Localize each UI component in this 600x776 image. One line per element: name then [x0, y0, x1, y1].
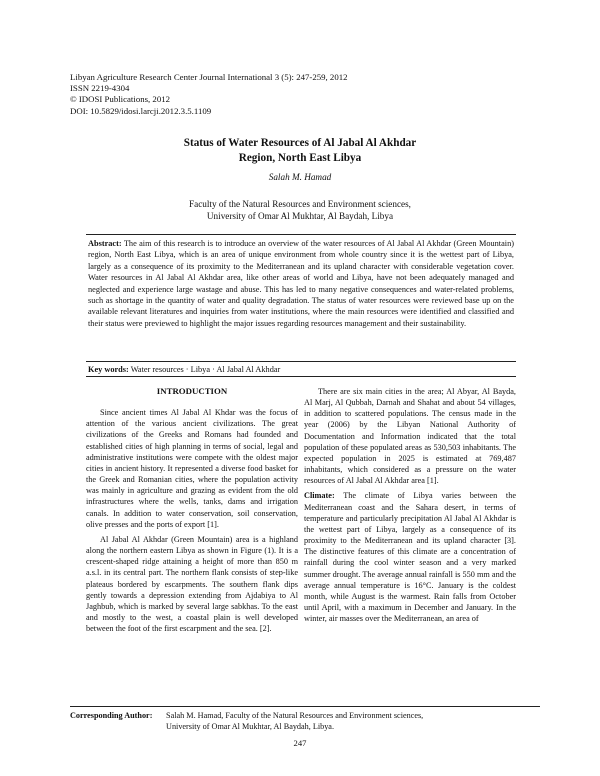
keywords-bottom-rule — [86, 376, 516, 377]
journal-issn: ISSN 2219-4304 — [70, 83, 130, 94]
article-title — [60, 136, 540, 166]
footer-rule — [70, 706, 540, 707]
journal-citation: Libyan Agriculture Research Center Journal International 3 (5): 247-259, 2012 — [70, 72, 348, 82]
corresponding-author-label: Corresponding Author: — [70, 711, 153, 720]
affiliation-line-2: University of Omar Al Mukhtar, Al Baydah, Libya — [206, 211, 394, 221]
section-heading-introduction: INTRODUCTION — [156, 386, 228, 396]
abstract-label: Abstract: — [88, 239, 122, 248]
article-affiliation — [60, 198, 540, 222]
abstract-top-rule — [86, 234, 516, 235]
paragraph: There are six main cities in the area; Al Abyar, Al Bayda, Al Marj, Al Qubbah, Darnah and Shahat and about 54 villages, in addition to scattered populations. The census made in the year (2006) by the Libyan National Authority of Documentation and Information indicated that the total population of these populated areas as 530,503 inhabitants. The expected population in 2025 is estimated at 769,487 inhabitants, which considered as a pressure on the water resources of Al Jabal Al Akhdar area [1]. — [304, 387, 516, 486]
paragraph: Since ancient times Al Jabal Al Khdar was the focus of attention of the various ancient civilizations. The great civilizations of the Greeks and Romans had founded and established cities of high planning in terms of social, legal and administrative institutions were compete with the oldest major cities in ancient history. It represented a diverse food basket for the Greek and Romanian cities, where the population activity was mainly in agriculture and grazing as evident from the old infrastructures where the wells, tanks, dams and irrigation canals. In addition to water conservation, soil conservation, olive presses and the ports of export [1]. — [86, 408, 298, 529]
keywords-label: Key words: — [88, 365, 129, 374]
affiliation-line-1: Faculty of the Natural Resources and Environment sciences, — [189, 199, 411, 209]
right-column — [304, 386, 516, 624]
keywords — [88, 364, 514, 375]
abstract-text: The aim of this research is to introduce an overview of the water resources of Al Jabal Al Akhdar (Green Mountain) region, North East Libya, which is an area of unique environment from whole country since it is the wettest part of Libya, largely as a consequence of its proximity to the Mediterranean and its upland character with considerable vegetation cover. Water resources in Al Jabal Al Akhdar area, like other areas of world and Libya, have not been adequately managed and neglected and experience large wastage and abuse. This has led to many negative consequences and water-related problems, such as shortage in the quantity of water and quality degradation. The status of water resources were reviewed base up on the available relevant literatures and inquiries from water institutions, where the main resources were identified and classified and their status were previewed to highlight the major issues regarding resources management and their sustainability. — [88, 239, 514, 328]
article-title-line-2: Region, North East Libya — [238, 152, 362, 164]
climate-label: Climate: — [304, 491, 335, 501]
paragraph: Al Jabal Al Akhdar (Green Mountain) area is a highland along the northern eastern Libya as shown in Figure (1). It is a crescent-shaped ridge attaining a height of more than 850 m a.s.l. in its central part. The northern flank consists of step-like plateaus bordered by escarpments. The southern flank dips gently towards a depression extending from Ajdabiya to Al Jaghbub, which is marked by several large sabkhas. To the east and mostly to the west, a coastal plain is well developed between the foot of the first escarpment and the sea. [2]. — [86, 534, 298, 634]
climate-paragraph — [304, 490, 516, 624]
journal-doi: DOI: 10.5829/idosi.larcji.2012.3.5.1109 — [70, 105, 212, 116]
corresponding-author-line-2: University of Omar Al Mukhtar, Al Baydah, Libya. — [166, 721, 334, 731]
article-author: Salah M. Hamad — [268, 172, 332, 182]
corresponding-author-details — [166, 711, 536, 732]
keywords-text: Water resources · Libya · Al Jabal Al Akhdar — [130, 365, 281, 374]
corresponding-author — [70, 711, 540, 732]
climate-text: The climate of Libya varies between the Mediterranean coast and the Sahara desert, in terms of temperature and particularly precipitation Al Jabal Al Akhdar is the wettest part of Libya, largely as a consequence of its proximity to the Mediterranean and its upland character [3]. The distinctive features of this climate are a concentration of rainfall during the cool winter season and a very marked summer drought. The average annual rainfall is 550 mm and the average annual temperature is 16°C. January is the coldest month, while August is the warmest. Rain falls from October until April, with a maximum in December and January. In the winter, air masses over the Mediterranean, an area of — [304, 491, 516, 624]
abstract — [88, 238, 514, 329]
journal-copyright: © IDOSI Publications, 2012 — [70, 94, 171, 105]
page-number: 247 — [293, 738, 307, 748]
article-title-line-1: Status of Water Resources of Al Jabal Al Akhdar — [183, 137, 417, 149]
corresponding-author-line-1: Salah M. Hamad, Faculty of the Natural Resources and Environment sciences, — [166, 711, 424, 720]
journal-header — [70, 72, 540, 117]
keywords-top-rule — [86, 361, 516, 362]
left-column — [86, 386, 298, 634]
